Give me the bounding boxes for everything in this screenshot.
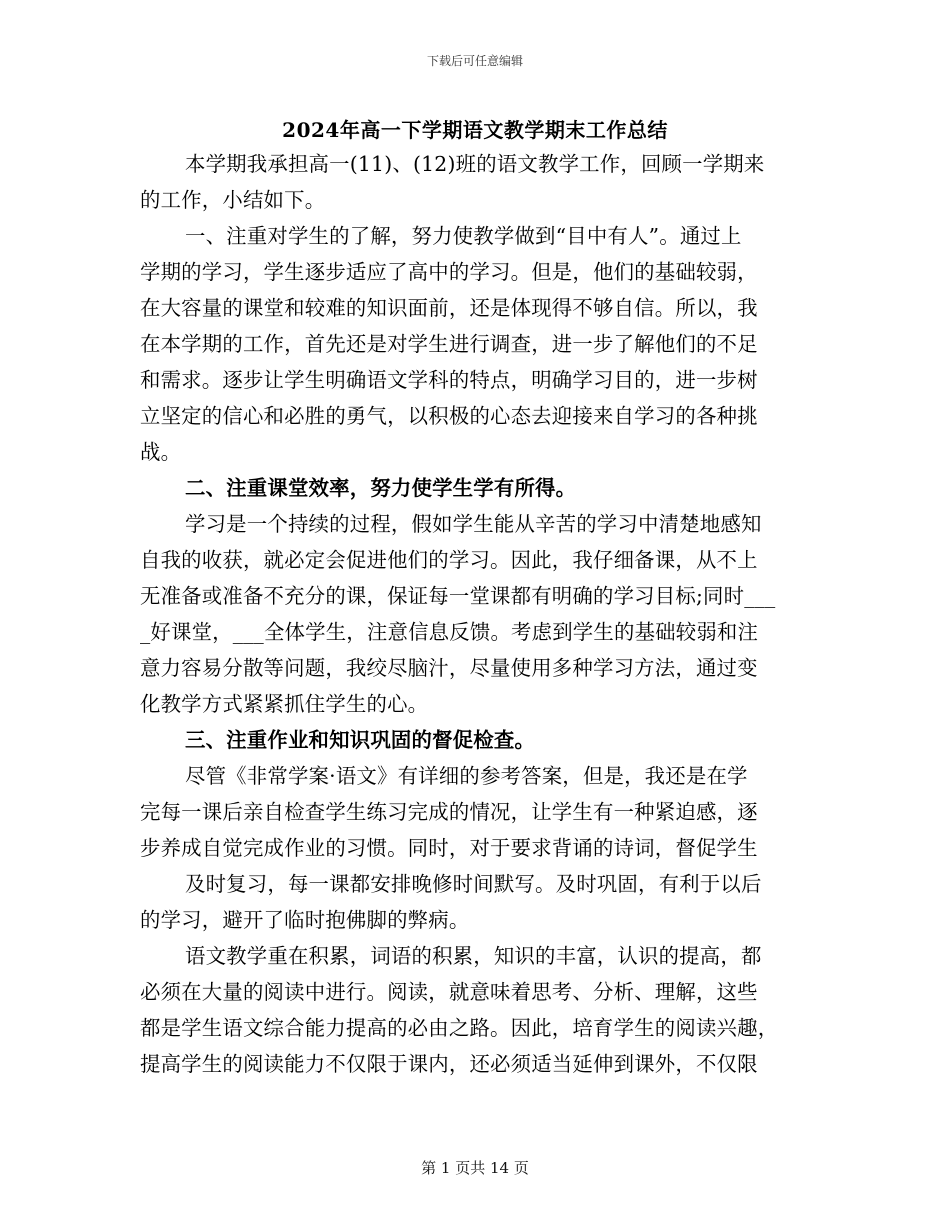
text-line: 战。 [140,440,182,464]
text-line: _好课堂，___全体学生，注意信息反馈。考虑到学生的基础较弱和注 [140,620,759,644]
text-line: 学期的学习，学生逐步适应了高中的学习。但是，他们的基础较弱， [140,260,758,284]
document-body [140,146,808,1082]
text-line: 都是学生语文综合能力提高的必由之路。因此，培育学生的阅读兴趣， [140,1016,779,1040]
text-line: 无准备或准备不充分的课，保证每一堂课都有明确的学习目标;同时___ [140,584,776,608]
text-line: 化教学方式紧紧抓住学生的心。 [140,692,429,716]
page-number-indicator: 第 1 页共 14 页 [421,1159,529,1177]
text-line: 的学习，避开了临时抱佛脚的弊病。 [140,908,470,932]
section-heading: 三、注重作业和知识巩固的督促检查。 [185,728,536,752]
page-header-note: 下载后可任意编辑 [426,54,523,68]
text-line: 在大容量的课堂和较难的知识面前，还是体现得不够自信。所以，我 [140,296,758,320]
text-line: 必须在大量的阅读中进行。阅读，就意味着思考、分析、理解，这些 [140,980,758,1004]
text-line: 一、注重对学生的了解，努力使教学做到“目中有人”。通过上 [185,224,742,248]
text-line: 和需求。逐步让学生明确语文学科的特点，明确学习目的，进一步树 [140,368,758,392]
text-line: 自我的收获，就必定会促进他们的学习。因此，我仔细备课，从不上 [140,548,758,572]
text-line: 在本学期的工作，首先还是对学生进行调查，进一步了解他们的不足 [140,332,758,356]
text-line: 及时复习，每一课都安排晚修时间默写。及时巩固，有利于以后 [185,872,762,896]
text-line: 步养成自觉完成作业的习惯。同时，对于要求背诵的诗词，督促学生 [140,836,758,860]
text-line: 本学期我承担高一(11)、(12)班的语文教学工作，回顾一学期来 [185,152,765,176]
text-line: 尽管《非常学案·语文》有详细的参考答案，但是，我还是在学 [185,764,748,788]
text-line: 学习是一个持续的过程，假如学生能从辛苦的学习中清楚地感知 [185,512,762,536]
document-title: 2024年高一下学期语文教学期末工作总结 [282,118,668,142]
text-line: 语文教学重在积累，词语的积累，知识的丰富，认识的提高，都 [185,944,762,968]
text-line: 立坚定的信心和必胜的勇气，以积极的心态去迎接来自学习的各种挑 [140,404,758,428]
text-line: 完每一课后亲自检查学生练习完成的情况，让学生有一种紧迫感，逐 [140,800,758,824]
text-line: 意力容易分散等问题，我绞尽脑汁，尽量使用多种学习方法，通过变 [140,656,758,680]
section-heading: 二、注重课堂效率，努力使学生学有所得。 [185,476,577,500]
text-line: 的工作，小结如下。 [140,188,326,212]
text-line: 提高学生的阅读能力不仅限于课内，还必须适当延伸到课外，不仅限 [140,1052,758,1076]
